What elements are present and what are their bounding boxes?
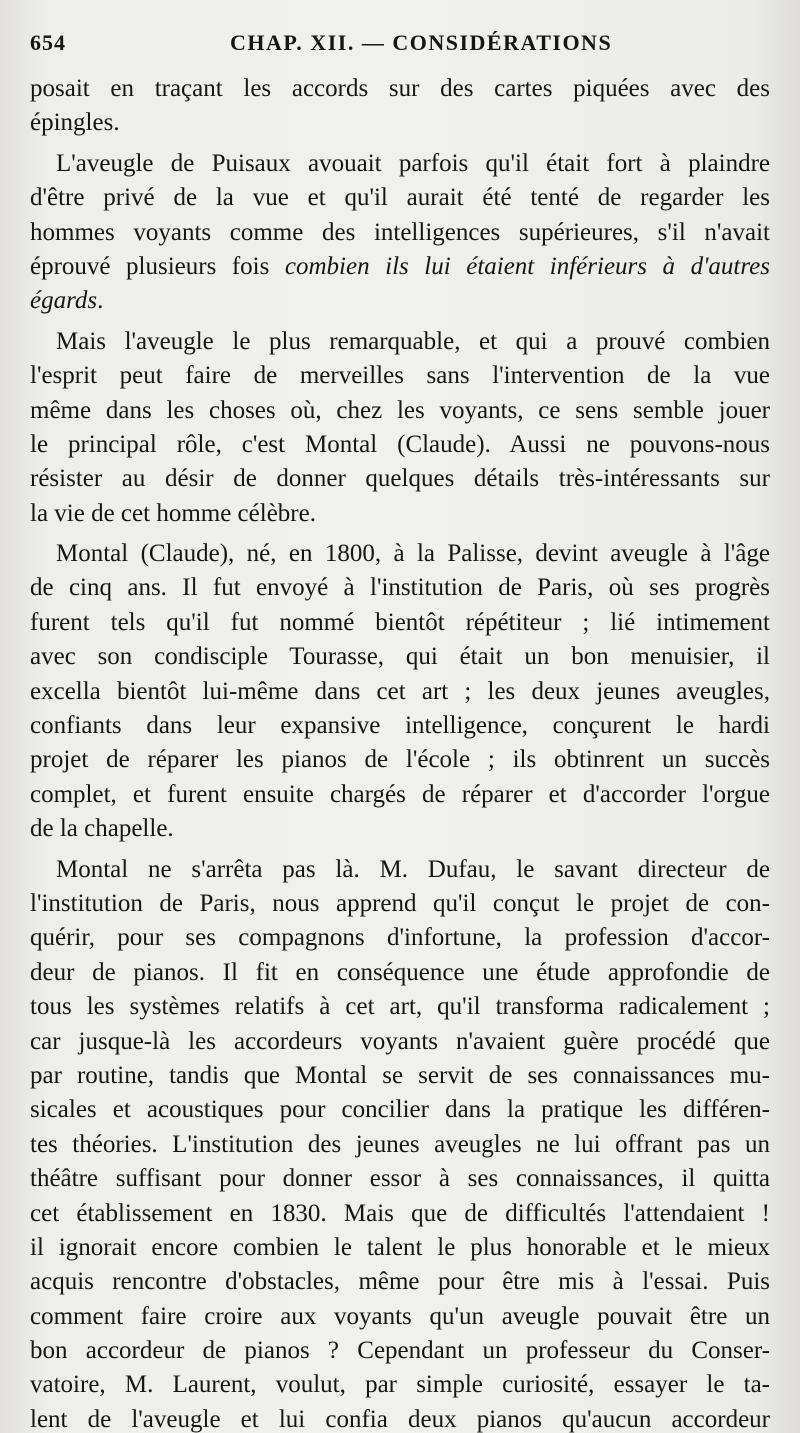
running-head xyxy=(30,30,774,70)
text-line: comment faire croire aux voyants qu'un aveugle pouvait être un xyxy=(30,1302,770,1330)
text-line: de la chapelle. xyxy=(30,815,174,843)
text-run: éprouvé plusieurs fois xyxy=(30,252,285,280)
text-line: d'être privé de la vue et qu'il aurait été tenté de regarder les xyxy=(30,184,770,212)
text-line: lent de l'aveugle et lui confia deux pianos qu'aucun accordeur xyxy=(30,1405,770,1433)
paragraph xyxy=(30,72,770,141)
chapter-title: CHAP. XII. — CONSIDÉRATIONS xyxy=(230,30,613,55)
text-line xyxy=(30,284,770,318)
text-line: l'esprit peut faire de merveilles sans l'intervention de la vue xyxy=(30,362,770,390)
paragraph xyxy=(30,325,770,531)
text-line: quérir, pour ses compagnons d'infortune, la profession d'accor- xyxy=(30,924,770,952)
text-line: acquis rencontre d'obstacles, même pour être mis à l'essai. Puis xyxy=(30,1268,770,1296)
text-line: hommes voyants comme des intelligences supérieures, s'il n'avait xyxy=(30,218,770,246)
text-line: il ignorait encore combien le talent le plus honorable et le mieux xyxy=(30,1233,770,1261)
text-line: par routine, tandis que Montal se servit de ses connaissances mu- xyxy=(30,1061,770,1089)
text-line: épingles. xyxy=(30,109,120,137)
text-line: même dans les choses où, chez les voyants, ce sens semble jouer xyxy=(30,396,770,424)
text-line: confiants dans leur expansive intelligence, conçurent le hardi xyxy=(30,712,770,740)
text-line: cet établissement en 1830. Mais que de difficultés l'attendaient ! xyxy=(30,1199,770,1227)
text-line: résister au désir de donner quelques détails très-intéressants sur xyxy=(30,465,770,493)
paragraph xyxy=(30,537,770,847)
paragraph xyxy=(30,147,770,319)
text-line: tes théories. L'institution des jeunes aveugles ne lui offrant pas un xyxy=(30,1130,770,1158)
text-line: théâtre suffisant pour donner essor à ses connaissances, il quitta xyxy=(30,1165,770,1193)
text-line: furent tels qu'il fut nommé bientôt répétiteur ; lié intimement xyxy=(30,608,770,636)
text-line: posait en traçant les accords sur des cartes piquées avec des xyxy=(30,75,770,102)
italic-text: combien ils lui étaient inférieurs à d'autres xyxy=(284,252,770,280)
text-line: L'aveugle de Puisaux avouait parfois qu'il était fort à plaindre xyxy=(56,149,770,177)
text-line: vatoire, M. Laurent, voulut, par simple curiosité, essayer le ta- xyxy=(30,1371,770,1399)
text-line: de cinq ans. Il fut envoyé à l'institution de Paris, où ses progrès xyxy=(30,574,770,602)
text-line: Mais l'aveugle le plus remarquable, et qui a prouvé combien xyxy=(56,327,770,355)
text-line: car jusque-là les accordeurs voyants n'avaient guère procédé que xyxy=(30,1027,770,1055)
text-line xyxy=(30,250,770,284)
text-line: le principal rôle, c'est Montal (Claude). Aussi ne pouvons-nous xyxy=(30,430,770,458)
text-line: Montal ne s'arrêta pas là. M. Dufau, le savant directeur de xyxy=(56,855,770,883)
page-number: 654 xyxy=(30,30,66,55)
text-line: avec son condisciple Tourasse, qui était un bon menuisier, il xyxy=(30,643,770,671)
text-line: excella bientôt lui-même dans cet art ; les deux jeunes aveugles, xyxy=(30,677,770,705)
italic-text: égards xyxy=(30,287,98,315)
text-run: . xyxy=(97,287,104,315)
text-line: la vie de cet homme célèbre. xyxy=(30,499,316,527)
text-line: l'institution de Paris, nous apprend qu'il conçut le projet de con- xyxy=(30,889,770,917)
text-line: Montal (Claude), né, en 1800, à la Palisse, devint aveugle à l'âge xyxy=(56,540,770,568)
text-line: deur de pianos. Il fit en conséquence une étude approfondie de xyxy=(30,958,770,986)
text-line: tous les systèmes relatifs à cet art, qu'il transforma radicalement ; xyxy=(30,993,770,1021)
text-line: bon accordeur de pianos ? Cependant un professeur du Conser- xyxy=(30,1337,770,1365)
text-line: complet, et furent ensuite chargés de réparer et d'accorder l'orgue xyxy=(30,780,770,808)
body-text xyxy=(30,72,770,1433)
text-line: sicales et acoustiques pour concilier dans la pratique les différen- xyxy=(30,1096,770,1124)
paragraph xyxy=(30,853,770,1433)
text-line: projet de réparer les pianos de l'école ; ils obtinrent un succès xyxy=(30,746,770,774)
